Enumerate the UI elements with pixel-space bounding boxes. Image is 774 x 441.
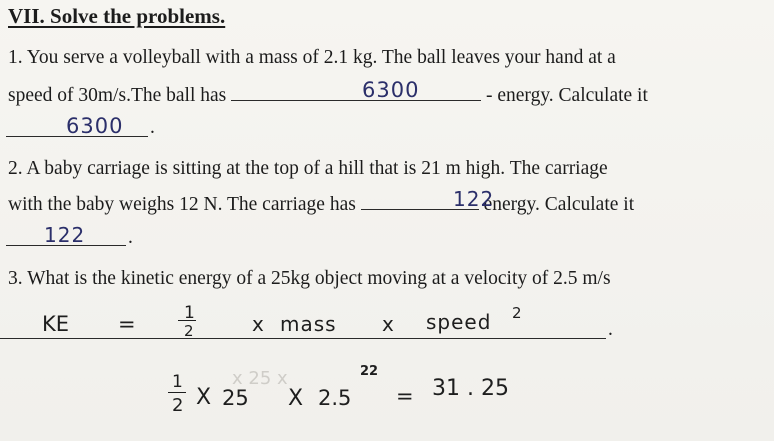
problem-2-blank-answer: 122 [453,187,495,211]
formula-half-denominator: 2 [184,322,194,340]
formula-exponent: 2 [512,304,522,322]
problem-1-line-1: 1. You serve a volleyball with a mass of 2.1 kg. The ball leaves your hand at a [8,47,616,68]
problem-2-text-after-blank: energy. Calculate it [483,194,635,215]
work-half-denominator: 2 [172,395,184,416]
formula-half-numerator: 1 [184,303,195,323]
work-half-numerator: 1 [172,372,183,392]
problem-3-formula-line[interactable] [0,338,606,339]
formula-times-1: x [252,312,264,336]
work-times-2: X [288,386,304,411]
work-equals: = [396,384,414,408]
problem-1-line-2 [8,80,648,108]
work-speed-value: 2.5 [318,386,352,410]
problem-1-text-after-blank: - energy. Calculate it [486,85,648,106]
formula-speed: speed [426,310,492,334]
problem-1-end-mark: . [150,117,155,138]
problem-1-text-before-blank: speed of 30m/s.The ball has [8,85,227,106]
problem-2-line-2 [8,189,634,217]
problem-2-calc-answer: 122 [44,223,86,247]
work-half-bar [168,392,186,393]
work-mass-value: 25 [222,386,249,410]
work-result: 31 . 25 [432,376,509,401]
formula-equals: = [118,312,136,336]
problem-3-end-mark: . [608,319,613,340]
problem-2-end-mark: . [128,227,133,248]
formula-mass: mass [280,312,337,336]
problem-2-text-before-blank: with the baby weighs 12 N. The carriage has [8,194,356,215]
formula-ke: KE [42,312,70,336]
work-times-1: X [196,385,212,410]
section-title: VII. Solve the problems. [8,4,226,28]
formula-times-2: x [382,312,394,336]
problem-1-energy-blank[interactable] [231,80,481,101]
problem-1-calc-answer: 6300 [66,114,124,138]
problem-2-line-1: 2. A baby carriage is sitting at the top of a hill that is 21 m high. The carriage [8,158,608,179]
problem-1-blank-answer: 6300 [362,78,420,102]
work-exponent: 22 [360,364,379,379]
problem-3-line-1: 3. What is the kinetic energy of a 25kg object moving at a velocity of 2.5 m/s [8,268,611,289]
erased-marks: x 25 x [232,368,288,389]
formula-half-bar [178,320,196,321]
